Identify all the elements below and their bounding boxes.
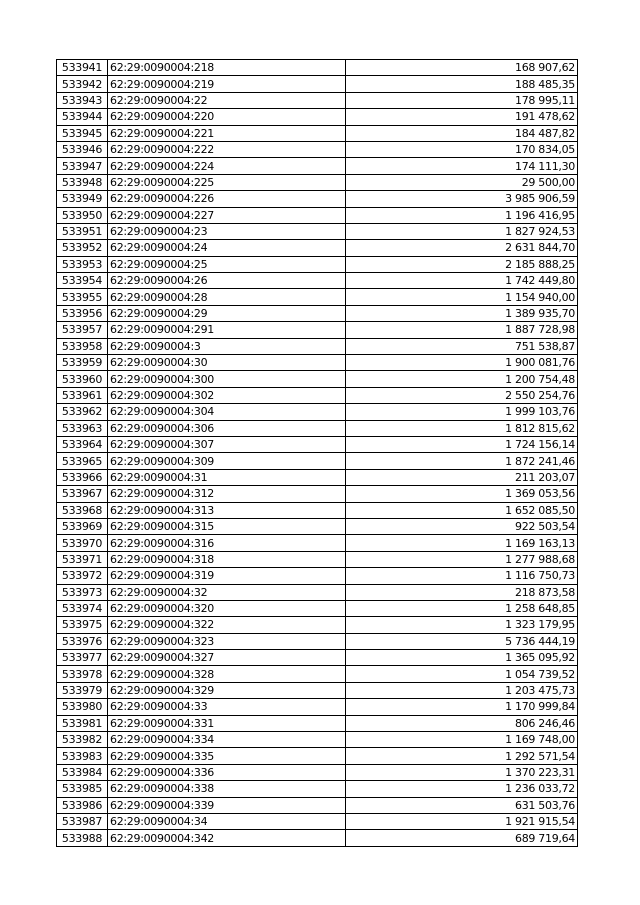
cadastral-number-cell: 62:29:0090004:227: [108, 207, 346, 223]
cadastral-value-cell: 1 365 095,92: [346, 650, 578, 666]
cadastral-value-cell: 3 985 906,59: [346, 191, 578, 207]
table-row: [57, 436, 578, 452]
cadastral-value-cell: 1 116 750,73: [346, 568, 578, 584]
row-id-cell: 533980: [57, 699, 108, 715]
cadastral-number-cell: 62:29:0090004:34: [108, 813, 346, 829]
cadastral-value-cell: 174 111,30: [346, 158, 578, 174]
row-id-cell: 533954: [57, 273, 108, 289]
cadastral-value-cell: 1 323 179,95: [346, 617, 578, 633]
cadastral-value-cell: 1 054 739,52: [346, 666, 578, 682]
table-row: [57, 158, 578, 174]
row-id-cell: 533959: [57, 355, 108, 371]
cadastral-value-cell: 29 500,00: [346, 174, 578, 190]
table-row: [57, 732, 578, 748]
row-id-cell: 533958: [57, 338, 108, 354]
row-id-cell: 533952: [57, 240, 108, 256]
row-id-cell: 533984: [57, 764, 108, 780]
table-row: [57, 273, 578, 289]
row-id-cell: 533970: [57, 535, 108, 551]
table-row: [57, 305, 578, 321]
cadastral-number-cell: 62:29:0090004:226: [108, 191, 346, 207]
cadastral-value-cell: 1 170 999,84: [346, 699, 578, 715]
cadastral-number-cell: 62:29:0090004:23: [108, 223, 346, 239]
table-row: [57, 109, 578, 125]
cadastral-value-cell: 1 369 053,56: [346, 486, 578, 502]
row-id-cell: 533966: [57, 469, 108, 485]
row-id-cell: 533974: [57, 600, 108, 616]
row-id-cell: 533982: [57, 732, 108, 748]
cadastral-value-cell: 1 169 163,13: [346, 535, 578, 551]
row-id-cell: 533957: [57, 322, 108, 338]
row-id-cell: 533953: [57, 256, 108, 272]
cadastral-value-cell: 2 631 844,70: [346, 240, 578, 256]
table-row: [57, 535, 578, 551]
row-id-cell: 533960: [57, 371, 108, 387]
table-row: [57, 387, 578, 403]
table-row: [57, 174, 578, 190]
cadastral-value-cell: 5 736 444,19: [346, 633, 578, 649]
cadastral-value-cell: 1 277 988,68: [346, 551, 578, 567]
cadastral-number-cell: 62:29:0090004:328: [108, 666, 346, 682]
row-id-cell: 533956: [57, 305, 108, 321]
cadastral-number-cell: 62:29:0090004:320: [108, 600, 346, 616]
row-id-cell: 533979: [57, 682, 108, 698]
row-id-cell: 533977: [57, 650, 108, 666]
row-id-cell: 533973: [57, 584, 108, 600]
table-row: [57, 518, 578, 534]
table-row: [57, 453, 578, 469]
table-row: [57, 76, 578, 92]
row-id-cell: 533955: [57, 289, 108, 305]
cadastral-number-cell: 62:29:0090004:22: [108, 92, 346, 108]
cadastral-value-cell: 188 485,35: [346, 76, 578, 92]
table-row: [57, 699, 578, 715]
cadastral-value-cell: 184 487,82: [346, 125, 578, 141]
cadastral-value-table: [56, 59, 578, 847]
row-id-cell: 533944: [57, 109, 108, 125]
cadastral-number-cell: 62:29:0090004:316: [108, 535, 346, 551]
cadastral-number-cell: 62:29:0090004:331: [108, 715, 346, 731]
cadastral-value-cell: 806 246,46: [346, 715, 578, 731]
cadastral-number-cell: 62:29:0090004:338: [108, 781, 346, 797]
cadastral-value-cell: 751 538,87: [346, 338, 578, 354]
table-row: [57, 125, 578, 141]
cadastral-number-cell: 62:29:0090004:222: [108, 141, 346, 157]
cadastral-value-cell: 1 724 156,14: [346, 436, 578, 452]
row-id-cell: 533985: [57, 781, 108, 797]
table-row: [57, 682, 578, 698]
cadastral-number-cell: 62:29:0090004:312: [108, 486, 346, 502]
row-id-cell: 533978: [57, 666, 108, 682]
row-id-cell: 533962: [57, 404, 108, 420]
cadastral-number-cell: 62:29:0090004:329: [108, 682, 346, 698]
cadastral-number-cell: 62:29:0090004:322: [108, 617, 346, 633]
row-id-cell: 533942: [57, 76, 108, 92]
table-row: [57, 797, 578, 813]
cadastral-number-cell: 62:29:0090004:306: [108, 420, 346, 436]
cadastral-value-cell: 168 907,62: [346, 60, 578, 76]
cadastral-number-cell: 62:29:0090004:219: [108, 76, 346, 92]
row-id-cell: 533972: [57, 568, 108, 584]
cadastral-number-cell: 62:29:0090004:334: [108, 732, 346, 748]
table-row: [57, 338, 578, 354]
cadastral-number-cell: 62:29:0090004:309: [108, 453, 346, 469]
cadastral-number-cell: 62:29:0090004:28: [108, 289, 346, 305]
cadastral-number-cell: 62:29:0090004:339: [108, 797, 346, 813]
table-row: [57, 633, 578, 649]
cadastral-value-cell: 218 873,58: [346, 584, 578, 600]
cadastral-number-cell: 62:29:0090004:335: [108, 748, 346, 764]
cadastral-number-cell: 62:29:0090004:300: [108, 371, 346, 387]
cadastral-number-cell: 62:29:0090004:313: [108, 502, 346, 518]
row-id-cell: 533961: [57, 387, 108, 403]
row-id-cell: 533949: [57, 191, 108, 207]
row-id-cell: 533964: [57, 436, 108, 452]
table-row: [57, 371, 578, 387]
cadastral-value-cell: 1 236 033,72: [346, 781, 578, 797]
row-id-cell: 533950: [57, 207, 108, 223]
table-row: [57, 92, 578, 108]
table-row: [57, 650, 578, 666]
cadastral-number-cell: 62:29:0090004:225: [108, 174, 346, 190]
cadastral-value-cell: 211 203,07: [346, 469, 578, 485]
table-row: [57, 715, 578, 731]
cadastral-value-cell: 2 185 888,25: [346, 256, 578, 272]
table-row: [57, 502, 578, 518]
row-id-cell: 533969: [57, 518, 108, 534]
row-id-cell: 533943: [57, 92, 108, 108]
table-row: [57, 781, 578, 797]
cadastral-value-cell: 1 872 241,46: [346, 453, 578, 469]
cadastral-value-cell: 1 887 728,98: [346, 322, 578, 338]
table-row: [57, 256, 578, 272]
cadastral-number-cell: 62:29:0090004:302: [108, 387, 346, 403]
cadastral-value-cell: 191 478,62: [346, 109, 578, 125]
cadastral-value-cell: 631 503,76: [346, 797, 578, 813]
cadastral-value-cell: 178 995,11: [346, 92, 578, 108]
cadastral-number-cell: 62:29:0090004:24: [108, 240, 346, 256]
row-id-cell: 533975: [57, 617, 108, 633]
cadastral-number-cell: 62:29:0090004:218: [108, 60, 346, 76]
table-row: [57, 355, 578, 371]
table-row: [57, 223, 578, 239]
row-id-cell: 533945: [57, 125, 108, 141]
cadastral-number-cell: 62:29:0090004:323: [108, 633, 346, 649]
cadastral-number-cell: 62:29:0090004:3: [108, 338, 346, 354]
cadastral-number-cell: 62:29:0090004:307: [108, 436, 346, 452]
cadastral-number-cell: 62:29:0090004:29: [108, 305, 346, 321]
table-row: [57, 764, 578, 780]
cadastral-value-cell: 1 169 748,00: [346, 732, 578, 748]
cadastral-number-cell: 62:29:0090004:221: [108, 125, 346, 141]
cadastral-value-cell: 1 203 475,73: [346, 682, 578, 698]
table-row: [57, 240, 578, 256]
cadastral-number-cell: 62:29:0090004:224: [108, 158, 346, 174]
table-row: [57, 666, 578, 682]
cadastral-value-cell: 689 719,64: [346, 830, 578, 846]
table-row: [57, 207, 578, 223]
cadastral-number-cell: 62:29:0090004:31: [108, 469, 346, 485]
table-row: [57, 60, 578, 76]
table-row: [57, 469, 578, 485]
row-id-cell: 533946: [57, 141, 108, 157]
cadastral-value-cell: 1 200 754,48: [346, 371, 578, 387]
cadastral-value-cell: 1 389 935,70: [346, 305, 578, 321]
row-id-cell: 533967: [57, 486, 108, 502]
cadastral-number-cell: 62:29:0090004:304: [108, 404, 346, 420]
cadastral-number-cell: 62:29:0090004:220: [108, 109, 346, 125]
row-id-cell: 533948: [57, 174, 108, 190]
cadastral-value-cell: 1 370 223,31: [346, 764, 578, 780]
cadastral-number-cell: 62:29:0090004:32: [108, 584, 346, 600]
row-id-cell: 533986: [57, 797, 108, 813]
table-row: [57, 141, 578, 157]
table-row: [57, 404, 578, 420]
cadastral-value-cell: 2 550 254,76: [346, 387, 578, 403]
table-row: [57, 813, 578, 829]
table-row: [57, 617, 578, 633]
table-body: [57, 60, 578, 847]
cadastral-number-cell: 62:29:0090004:25: [108, 256, 346, 272]
cadastral-number-cell: 62:29:0090004:336: [108, 764, 346, 780]
cadastral-value-cell: 922 503,54: [346, 518, 578, 534]
cadastral-value-cell: 1 154 940,00: [346, 289, 578, 305]
table-row: [57, 551, 578, 567]
cadastral-number-cell: 62:29:0090004:327: [108, 650, 346, 666]
row-id-cell: 533951: [57, 223, 108, 239]
row-id-cell: 533981: [57, 715, 108, 731]
table-row: [57, 486, 578, 502]
cadastral-value-cell: 1 921 915,54: [346, 813, 578, 829]
row-id-cell: 533947: [57, 158, 108, 174]
table-row: [57, 191, 578, 207]
cadastral-number-cell: 62:29:0090004:291: [108, 322, 346, 338]
row-id-cell: 533987: [57, 813, 108, 829]
row-id-cell: 533976: [57, 633, 108, 649]
row-id-cell: 533963: [57, 420, 108, 436]
row-id-cell: 533988: [57, 830, 108, 846]
row-id-cell: 533971: [57, 551, 108, 567]
cadastral-number-cell: 62:29:0090004:318: [108, 551, 346, 567]
cadastral-number-cell: 62:29:0090004:33: [108, 699, 346, 715]
row-id-cell: 533983: [57, 748, 108, 764]
cadastral-value-cell: 1 999 103,76: [346, 404, 578, 420]
table-row: [57, 748, 578, 764]
table-row: [57, 830, 578, 846]
row-id-cell: 533968: [57, 502, 108, 518]
cadastral-number-cell: 62:29:0090004:342: [108, 830, 346, 846]
cadastral-value-cell: 1 812 815,62: [346, 420, 578, 436]
row-id-cell: 533941: [57, 60, 108, 76]
cadastral-number-cell: 62:29:0090004:30: [108, 355, 346, 371]
cadastral-value-cell: 1 827 924,53: [346, 223, 578, 239]
cadastral-value-cell: 1 742 449,80: [346, 273, 578, 289]
cadastral-number-cell: 62:29:0090004:319: [108, 568, 346, 584]
cadastral-value-cell: 170 834,05: [346, 141, 578, 157]
cadastral-value-cell: 1 652 085,50: [346, 502, 578, 518]
table-row: [57, 322, 578, 338]
table-row: [57, 289, 578, 305]
cadastral-number-cell: 62:29:0090004:26: [108, 273, 346, 289]
table-row: [57, 600, 578, 616]
cadastral-value-cell: 1 258 648,85: [346, 600, 578, 616]
table-row: [57, 420, 578, 436]
table-row: [57, 584, 578, 600]
cadastral-number-cell: 62:29:0090004:315: [108, 518, 346, 534]
row-id-cell: 533965: [57, 453, 108, 469]
table-row: [57, 568, 578, 584]
cadastral-value-cell: 1 900 081,76: [346, 355, 578, 371]
cadastral-value-cell: 1 196 416,95: [346, 207, 578, 223]
cadastral-value-cell: 1 292 571,54: [346, 748, 578, 764]
